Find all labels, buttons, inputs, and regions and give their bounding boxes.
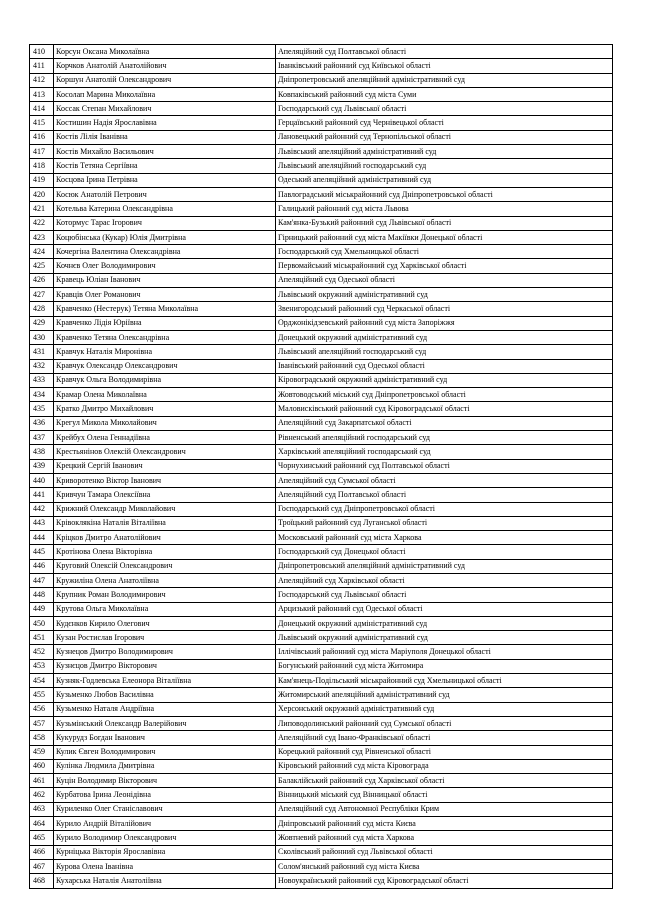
judge-name: Куцін Володимир Вікторович [54, 774, 276, 788]
court-name: Московський районний суд міста Харкова [276, 531, 613, 545]
court-name: Галицький районний суд міста Львова [276, 202, 613, 216]
row-number: 433 [30, 373, 54, 387]
table-row [30, 431, 613, 445]
court-name: Апеляційний суд Одеської області [276, 273, 613, 287]
court-name: Герцаївський районний суд Чернівецької області [276, 116, 613, 130]
table-row [30, 59, 613, 73]
row-number: 456 [30, 702, 54, 716]
row-number: 453 [30, 659, 54, 673]
court-name: Чорнухинський районний суд Полтавської області [276, 459, 613, 473]
judge-name: Косюк Анатолій Петрович [54, 187, 276, 201]
table-row [30, 216, 613, 230]
court-name: Львівський апеляційний господарський суд [276, 345, 613, 359]
row-number: 449 [30, 602, 54, 616]
row-number: 426 [30, 273, 54, 287]
table-row [30, 316, 613, 330]
court-name: Херсонський окружний адміністративний суд [276, 702, 613, 716]
row-number: 417 [30, 145, 54, 159]
row-number: 414 [30, 102, 54, 116]
judge-name: Кузьменко Наталя Андріївна [54, 702, 276, 716]
row-number: 462 [30, 788, 54, 802]
court-name: Господарський суд Дніпропетровської області [276, 502, 613, 516]
court-name: Львівський апеляційний господарський суд [276, 159, 613, 173]
row-number: 440 [30, 473, 54, 487]
row-number: 438 [30, 445, 54, 459]
court-name: Одеський апеляційний адміністративний суд [276, 173, 613, 187]
table-row [30, 759, 613, 773]
row-number: 447 [30, 573, 54, 587]
judge-name: Коссак Степан Михайлович [54, 102, 276, 116]
court-name: Апеляційний суд Івано-Франківської області [276, 731, 613, 745]
judge-name: Кочнєв Олег Володимирович [54, 259, 276, 273]
judge-name: Кухарська Наталія Анатоліївна [54, 874, 276, 888]
judge-name: Косцова Ірина Петрівна [54, 173, 276, 187]
judge-name: Кудєнков Кирило Олегович [54, 616, 276, 630]
table-row [30, 159, 613, 173]
court-name: Апеляційний суд Сумської області [276, 473, 613, 487]
court-name: Житомирський апеляційний адміністративний суд [276, 688, 613, 702]
row-number: 466 [30, 845, 54, 859]
table-row [30, 674, 613, 688]
court-name: Господарський суд Львівської області [276, 102, 613, 116]
court-name: Гірницький районний суд міста Макіївки Донецької області [276, 230, 613, 244]
row-number: 421 [30, 202, 54, 216]
table-row [30, 273, 613, 287]
table-row [30, 545, 613, 559]
court-name: Кам'янка-Бузький районний суд Львівської області [276, 216, 613, 230]
table-row [30, 402, 613, 416]
judge-name: Костів Лілія Іванівна [54, 130, 276, 144]
table-row [30, 345, 613, 359]
court-name: Балаклійський районний суд Харківської області [276, 774, 613, 788]
judge-name: Коцюбінська (Кукар) Юлія Дмитрівна [54, 230, 276, 244]
court-name: Арцизький районний суд Одеської області [276, 602, 613, 616]
row-number: 468 [30, 874, 54, 888]
row-number: 427 [30, 288, 54, 302]
court-name: Апеляційний суд Харківської області [276, 573, 613, 587]
table-row [30, 645, 613, 659]
judge-name: Куриленко Олег Станіславович [54, 802, 276, 816]
table-row [30, 531, 613, 545]
table-row [30, 559, 613, 573]
judge-name: Кузнецов Дмитро Володимирович [54, 645, 276, 659]
court-name: Апеляційний суд Закарпатської області [276, 416, 613, 430]
court-name: Павлоградський міськрайонний суд Дніпропетровської області [276, 187, 613, 201]
court-name: Апеляційний суд Полтавської області [276, 488, 613, 502]
table-row [30, 116, 613, 130]
judge-name: Кружиліна Олена Анатоліївна [54, 573, 276, 587]
row-number: 467 [30, 859, 54, 873]
judge-name: Кузьмінський Олександр Валерійович [54, 716, 276, 730]
table-row [30, 659, 613, 673]
table-row [30, 602, 613, 616]
court-name: Жовтоводський міський суд Дніпропетровської області [276, 388, 613, 402]
judge-name: Кравець Юліан Іванович [54, 273, 276, 287]
court-name: Липоводолинський районний суд Сумської області [276, 716, 613, 730]
judge-name: Кравчук Ольга Володимирівна [54, 373, 276, 387]
judge-name: Кравців Олег Романович [54, 288, 276, 302]
judge-name: Кравчук Наталія Миронівна [54, 345, 276, 359]
table-row [30, 745, 613, 759]
court-name: Господарський суд Хмельницької області [276, 245, 613, 259]
row-number: 455 [30, 688, 54, 702]
judge-name: Корсун Оксана Миколаївна [54, 45, 276, 59]
judge-name: Костів Тетяна Сергіївна [54, 159, 276, 173]
court-name: Кіровоградський окружний адміністративний суд [276, 373, 613, 387]
court-name: Орджонікідзевський районний суд міста Запоріжжя [276, 316, 613, 330]
court-name: Лановецький районний суд Тернопільської області [276, 130, 613, 144]
judge-name: Кратко Дмитро Михайлович [54, 402, 276, 416]
row-number: 419 [30, 173, 54, 187]
row-number: 424 [30, 245, 54, 259]
court-name: Сколівський районний суд Львівської області [276, 845, 613, 859]
judge-name: Курило Володимир Олександрович [54, 831, 276, 845]
table-row [30, 473, 613, 487]
row-number: 435 [30, 402, 54, 416]
table-row [30, 359, 613, 373]
court-name: Львівський окружний адміністративний суд [276, 288, 613, 302]
table-row [30, 445, 613, 459]
row-number: 413 [30, 87, 54, 101]
table-row [30, 288, 613, 302]
court-name: Богунський районний суд міста Житомира [276, 659, 613, 673]
court-name: Кам'янець-Подільський міськрайонний суд Хмельницької області [276, 674, 613, 688]
court-name: Вінницький міський суд Вінницької області [276, 788, 613, 802]
table-row [30, 631, 613, 645]
judge-name: Крейбух Олена Геннадіївна [54, 431, 276, 445]
table-row [30, 688, 613, 702]
judge-name: Кротінова Олена Вікторівна [54, 545, 276, 559]
table-row [30, 616, 613, 630]
court-name: Солом'янський районний суд міста Києва [276, 859, 613, 873]
table-row [30, 330, 613, 344]
judge-name: Кузняк-Годлевська Елеонора Віталіївна [54, 674, 276, 688]
table-row [30, 702, 613, 716]
judge-name: Курбатова Ірина Леонідівна [54, 788, 276, 802]
court-name: Новоукраїнський районний суд Кіровоградської області [276, 874, 613, 888]
judge-name: Костишин Надія Ярославівна [54, 116, 276, 130]
row-number: 432 [30, 359, 54, 373]
table-row [30, 516, 613, 530]
judge-name: Кравченко Лідія Юріївна [54, 316, 276, 330]
row-number: 420 [30, 187, 54, 201]
judge-name: Курило Андрій Віталійович [54, 817, 276, 831]
court-name: Іванівський районний суд Одеської області [276, 359, 613, 373]
court-name: Харківський апеляційний господарський суд [276, 445, 613, 459]
judge-name: Кукурудз Богдан Іванович [54, 731, 276, 745]
table-row [30, 788, 613, 802]
table-row [30, 388, 613, 402]
row-number: 416 [30, 130, 54, 144]
table-row [30, 130, 613, 144]
row-number: 422 [30, 216, 54, 230]
table-row [30, 87, 613, 101]
table-body [30, 45, 613, 889]
row-number: 445 [30, 545, 54, 559]
court-name: Маловисківський районний суд Кіровоградської області [276, 402, 613, 416]
judge-name: Кравчук Олександр Олександрович [54, 359, 276, 373]
judge-name: Круговий Олексій Олександрович [54, 559, 276, 573]
judge-name: Курніцька Вікторія Ярославівна [54, 845, 276, 859]
row-number: 431 [30, 345, 54, 359]
table-row [30, 802, 613, 816]
court-name: Іллічівський районний суд міста Маріуполя Донецької області [276, 645, 613, 659]
court-name: Троїцький районний суд Луганської області [276, 516, 613, 530]
judge-name: Корчков Анатолій Анатолійович [54, 59, 276, 73]
judge-name: Крецкий Сергій Іванович [54, 459, 276, 473]
row-number: 418 [30, 159, 54, 173]
court-name: Звенигородський районний суд Черкаської області [276, 302, 613, 316]
table-row [30, 859, 613, 873]
judge-name: Кузан Ростислав Ігорович [54, 631, 276, 645]
court-name: Рівненський апеляційний господарський суд [276, 431, 613, 445]
court-name: Дніпропетровський апеляційний адміністративний суд [276, 73, 613, 87]
row-number: 441 [30, 488, 54, 502]
judge-name: Коршун Анатолій Олександрович [54, 73, 276, 87]
row-number: 463 [30, 802, 54, 816]
judge-name: Крiвоклякiна Наталія Віталіївна [54, 516, 276, 530]
court-name: Господарський суд Донецької області [276, 545, 613, 559]
table-row [30, 774, 613, 788]
table-row [30, 73, 613, 87]
row-number: 434 [30, 388, 54, 402]
row-number: 460 [30, 759, 54, 773]
row-number: 443 [30, 516, 54, 530]
row-number: 411 [30, 59, 54, 73]
judge-name: Кривчун Тамара Олексіївна [54, 488, 276, 502]
court-name: Апеляційний суд Автономної Республіки Крим [276, 802, 613, 816]
court-name: Донецький окружний адміністративний суд [276, 330, 613, 344]
table-row [30, 187, 613, 201]
row-number: 442 [30, 502, 54, 516]
row-number: 415 [30, 116, 54, 130]
court-name: Жовтневий районний суд міста Харкова [276, 831, 613, 845]
table-row [30, 831, 613, 845]
row-number: 439 [30, 459, 54, 473]
table-row [30, 488, 613, 502]
row-number: 430 [30, 330, 54, 344]
table-row [30, 245, 613, 259]
table-row [30, 573, 613, 587]
court-name: Іванківський районний суд Київської області [276, 59, 613, 73]
table-row [30, 416, 613, 430]
row-number: 412 [30, 73, 54, 87]
court-name: Львівський апеляційний адміністративний суд [276, 145, 613, 159]
judge-name: Курова Олена Іванівна [54, 859, 276, 873]
judge-name: Котормус Тарас Ігорович [54, 216, 276, 230]
row-number: 461 [30, 774, 54, 788]
table-row [30, 230, 613, 244]
judge-name: Крестьянінов Олексій Олександрович [54, 445, 276, 459]
court-name: Корецький районний суд Рівненської області [276, 745, 613, 759]
row-number: 450 [30, 616, 54, 630]
table-row [30, 302, 613, 316]
table-row [30, 45, 613, 59]
row-number: 465 [30, 831, 54, 845]
judge-name: Крамар Олена Миколаївна [54, 388, 276, 402]
court-name: Апеляційний суд Полтавської області [276, 45, 613, 59]
row-number: 410 [30, 45, 54, 59]
table-row [30, 373, 613, 387]
row-number: 428 [30, 302, 54, 316]
judge-name: Кріцков Дмитро Анатолійович [54, 531, 276, 545]
judge-name: Костів Михайло Васильович [54, 145, 276, 159]
judge-name: Кулінка Людмила Дмитрівна [54, 759, 276, 773]
judge-name: Косолап Марина Миколаївна [54, 87, 276, 101]
court-name: Дніпровський районний суд міста Києва [276, 817, 613, 831]
judge-name: Кравченко Тетяна Олександрівна [54, 330, 276, 344]
judge-name: Котельва Катерина Олександрівна [54, 202, 276, 216]
table-row [30, 173, 613, 187]
judge-name: Кравченко (Нестерук) Тетяна Миколаївна [54, 302, 276, 316]
court-name: Господарський суд Львівської області [276, 588, 613, 602]
row-number: 446 [30, 559, 54, 573]
table-row [30, 259, 613, 273]
row-number: 457 [30, 716, 54, 730]
row-number: 437 [30, 431, 54, 445]
table-row [30, 202, 613, 216]
row-number: 429 [30, 316, 54, 330]
judge-name: Крупник Роман Володимирович [54, 588, 276, 602]
court-name: Дніпропетровський апеляційний адміністративний суд [276, 559, 613, 573]
judge-name: Крутова Ольга Миколаївна [54, 602, 276, 616]
court-name: Первомайський міськрайонний суд Харківської області [276, 259, 613, 273]
judge-name: Кулик Євген Володимирович [54, 745, 276, 759]
row-number: 459 [30, 745, 54, 759]
row-number: 452 [30, 645, 54, 659]
row-number: 448 [30, 588, 54, 602]
row-number: 425 [30, 259, 54, 273]
court-name: Ковпаківський районний суд міста Суми [276, 87, 613, 101]
court-name: Донецький окружний адміністративний суд [276, 616, 613, 630]
row-number: 436 [30, 416, 54, 430]
row-number: 444 [30, 531, 54, 545]
judge-name: Крегул Микола Миколайович [54, 416, 276, 430]
court-name: Львівський окружний адміністративний суд [276, 631, 613, 645]
table-row [30, 102, 613, 116]
table-row [30, 145, 613, 159]
row-number: 458 [30, 731, 54, 745]
table-row [30, 845, 613, 859]
row-number: 454 [30, 674, 54, 688]
row-number: 423 [30, 230, 54, 244]
table-row [30, 817, 613, 831]
row-number: 464 [30, 817, 54, 831]
table-row [30, 502, 613, 516]
table-row [30, 716, 613, 730]
judge-name: Криворотенко Віктор Іванович [54, 473, 276, 487]
judge-name: Кузьменко Любов Василівна [54, 688, 276, 702]
court-name: Кіровський районний суд міста Кіровограда [276, 759, 613, 773]
row-number: 451 [30, 631, 54, 645]
table-row [30, 731, 613, 745]
judge-name: Кузнєцов Дмитро Вікторович [54, 659, 276, 673]
table-row [30, 588, 613, 602]
judge-name: Крижний Олександр Миколайович [54, 502, 276, 516]
table-row [30, 459, 613, 473]
table-row [30, 874, 613, 888]
judges-table [29, 44, 613, 889]
judge-name: Кочергіна Валентина Олександрівна [54, 245, 276, 259]
